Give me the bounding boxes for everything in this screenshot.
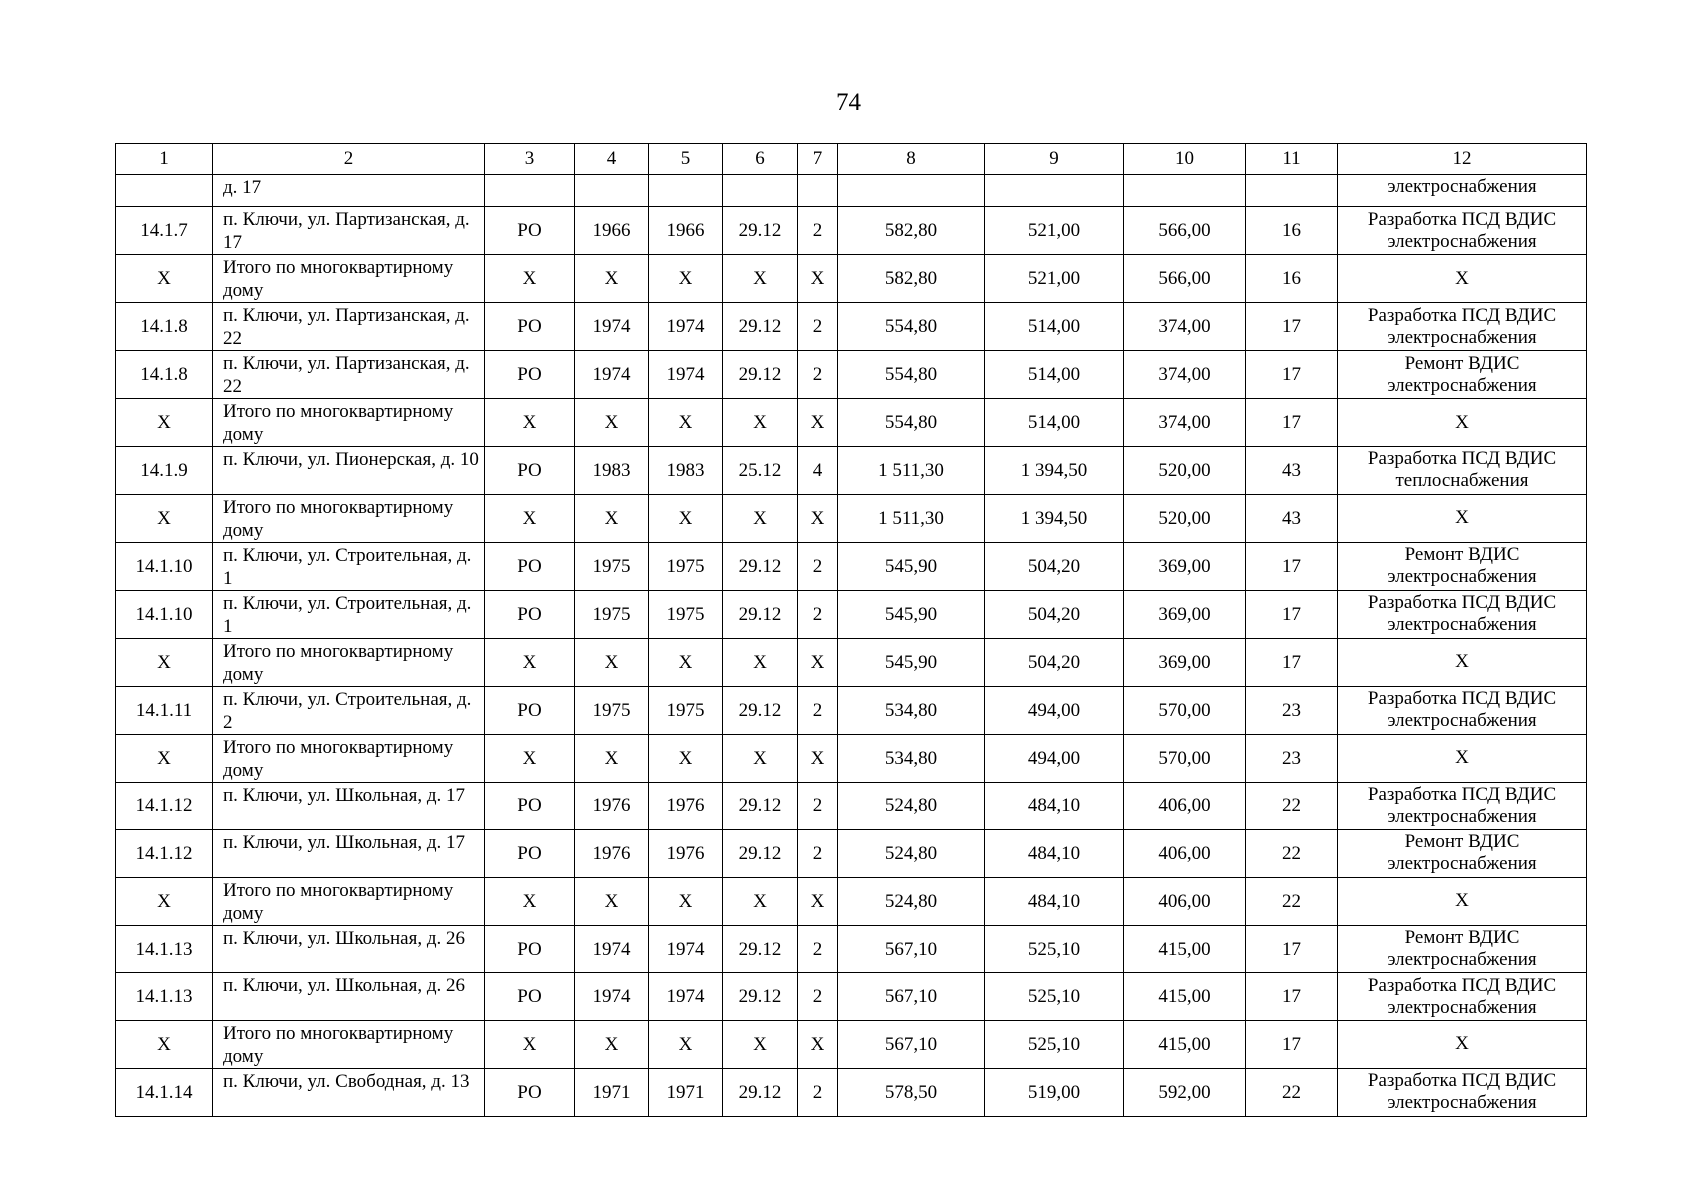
year-commissioned-cell: 1974 bbox=[649, 973, 723, 1021]
table-row bbox=[116, 782, 1587, 830]
column-number-6: 6 bbox=[723, 144, 798, 175]
work-description-cell: Х bbox=[1338, 1020, 1587, 1068]
item-number-cell: 14.1.8 bbox=[116, 351, 213, 399]
item-number-cell: 14.1.10 bbox=[116, 590, 213, 638]
work-type-code-cell bbox=[485, 175, 575, 207]
year-built-cell: 1983 bbox=[575, 447, 649, 495]
item-number-cell: 14.1.13 bbox=[116, 973, 213, 1021]
deadline-cell: 29.12 bbox=[723, 973, 798, 1021]
year-commissioned-cell: Х bbox=[649, 494, 723, 542]
floors-cell: 2 bbox=[798, 782, 838, 830]
address-cell: п. Ключи, ул. Школьная, д. 17 bbox=[213, 782, 485, 830]
floors-cell: 2 bbox=[798, 925, 838, 973]
total-area-cell: 524,80 bbox=[838, 830, 985, 878]
deadline-cell: 29.12 bbox=[723, 925, 798, 973]
page-number: 74 bbox=[836, 89, 861, 116]
residents-cell: 17 bbox=[1246, 590, 1338, 638]
continuation-row bbox=[116, 175, 1587, 207]
year-built-cell: 1975 bbox=[575, 590, 649, 638]
work-type-code-cell: РО bbox=[485, 207, 575, 255]
address-cell: Итого по многоквартирному дому bbox=[213, 877, 485, 925]
work-type-code-cell: РО bbox=[485, 973, 575, 1021]
cost-cell: 415,00 bbox=[1124, 1020, 1246, 1068]
residents-cell: 16 bbox=[1246, 255, 1338, 303]
deadline-cell: Х bbox=[723, 734, 798, 782]
living-area-cell: 525,10 bbox=[985, 1020, 1124, 1068]
year-built-cell bbox=[575, 175, 649, 207]
item-number-cell: Х bbox=[116, 255, 213, 303]
table-row bbox=[116, 973, 1587, 1021]
work-type-code-cell: Х bbox=[485, 255, 575, 303]
residents-cell: 17 bbox=[1246, 351, 1338, 399]
floors-cell bbox=[798, 175, 838, 207]
total-area-cell: 554,80 bbox=[838, 351, 985, 399]
work-description-cell: Х bbox=[1338, 255, 1587, 303]
work-type-code-cell: Х bbox=[485, 1020, 575, 1068]
floors-cell: 2 bbox=[798, 830, 838, 878]
address-cell: п. Ключи, ул. Строительная, д. 1 bbox=[213, 590, 485, 638]
floors-cell: 2 bbox=[798, 542, 838, 590]
work-type-code-cell: Х bbox=[485, 734, 575, 782]
total-area-cell: 578,50 bbox=[838, 1068, 985, 1116]
work-description-cell: Х bbox=[1338, 877, 1587, 925]
column-number-1: 1 bbox=[116, 144, 213, 175]
total-area-cell: 582,80 bbox=[838, 207, 985, 255]
address-cell: п. Ключи, ул. Пионерская, д. 10 bbox=[213, 447, 485, 495]
residents-cell: 43 bbox=[1246, 447, 1338, 495]
year-commissioned-cell: 1974 bbox=[649, 925, 723, 973]
floors-cell: Х bbox=[798, 1020, 838, 1068]
address-cell: Итого по многоквартирному дому bbox=[213, 399, 485, 447]
cost-cell: 566,00 bbox=[1124, 207, 1246, 255]
total-area-cell: 545,90 bbox=[838, 590, 985, 638]
floors-cell: 2 bbox=[798, 590, 838, 638]
work-type-code-cell: Х bbox=[485, 638, 575, 686]
table-row bbox=[116, 590, 1587, 638]
work-type-code-cell: РО bbox=[485, 590, 575, 638]
residents-cell: 22 bbox=[1246, 830, 1338, 878]
total-area-cell: 534,80 bbox=[838, 734, 985, 782]
floors-cell: Х bbox=[798, 734, 838, 782]
year-built-cell: 1974 bbox=[575, 303, 649, 351]
year-commissioned-cell: Х bbox=[649, 1020, 723, 1068]
table-row bbox=[116, 1068, 1587, 1116]
living-area-cell: 504,20 bbox=[985, 638, 1124, 686]
work-description-cell: Ремонт ВДИС электроснабжения bbox=[1338, 542, 1587, 590]
column-number-12: 12 bbox=[1338, 144, 1587, 175]
living-area-cell: 484,10 bbox=[985, 877, 1124, 925]
column-number-4: 4 bbox=[575, 144, 649, 175]
cost-cell: 374,00 bbox=[1124, 351, 1246, 399]
work-description-cell: Разработка ПСД ВДИС электроснабжения bbox=[1338, 303, 1587, 351]
residents-cell bbox=[1246, 175, 1338, 207]
total-area-cell: 1 511,30 bbox=[838, 494, 985, 542]
item-number-cell: Х bbox=[116, 494, 213, 542]
cost-cell: 415,00 bbox=[1124, 973, 1246, 1021]
total-area-cell: 554,80 bbox=[838, 303, 985, 351]
work-type-code-cell: РО bbox=[485, 782, 575, 830]
floors-cell: 2 bbox=[798, 207, 838, 255]
cost-cell: 592,00 bbox=[1124, 1068, 1246, 1116]
year-commissioned-cell: 1975 bbox=[649, 686, 723, 734]
total-area-cell: 567,10 bbox=[838, 1020, 985, 1068]
work-description-cell: электроснабжения bbox=[1338, 175, 1587, 207]
living-area-cell: 514,00 bbox=[985, 399, 1124, 447]
cost-cell: 369,00 bbox=[1124, 590, 1246, 638]
year-built-cell: Х bbox=[575, 638, 649, 686]
work-type-code-cell: РО bbox=[485, 830, 575, 878]
deadline-cell: 25.12 bbox=[723, 447, 798, 495]
deadline-cell: 29.12 bbox=[723, 542, 798, 590]
total-area-cell: 524,80 bbox=[838, 782, 985, 830]
column-number-10: 10 bbox=[1124, 144, 1246, 175]
capital-repair-table bbox=[115, 143, 1587, 1117]
deadline-cell: Х bbox=[723, 1020, 798, 1068]
column-number-3: 3 bbox=[485, 144, 575, 175]
deadline-cell: 29.12 bbox=[723, 303, 798, 351]
work-description-cell: Разработка ПСД ВДИС теплоснабжения bbox=[1338, 447, 1587, 495]
deadline-cell: 29.12 bbox=[723, 830, 798, 878]
column-number-8: 8 bbox=[838, 144, 985, 175]
column-number-11: 11 bbox=[1246, 144, 1338, 175]
total-area-cell: 545,90 bbox=[838, 542, 985, 590]
deadline-cell: 29.12 bbox=[723, 1068, 798, 1116]
living-area-cell: 504,20 bbox=[985, 590, 1124, 638]
floors-cell: Х bbox=[798, 494, 838, 542]
year-built-cell: 1974 bbox=[575, 351, 649, 399]
floors-cell: 2 bbox=[798, 686, 838, 734]
living-area-cell: 1 394,50 bbox=[985, 447, 1124, 495]
deadline-cell: Х bbox=[723, 255, 798, 303]
table-row bbox=[116, 1020, 1587, 1068]
year-commissioned-cell: 1971 bbox=[649, 1068, 723, 1116]
table-body bbox=[116, 175, 1587, 1117]
year-built-cell: Х bbox=[575, 1020, 649, 1068]
address-cell: п. Ключи, ул. Строительная, д. 1 bbox=[213, 542, 485, 590]
cost-cell: 369,00 bbox=[1124, 542, 1246, 590]
floors-cell: 2 bbox=[798, 1068, 838, 1116]
year-built-cell: 1974 bbox=[575, 925, 649, 973]
floors-cell: Х bbox=[798, 399, 838, 447]
residents-cell: 17 bbox=[1246, 925, 1338, 973]
year-built-cell: 1966 bbox=[575, 207, 649, 255]
work-description-cell: Ремонт ВДИС электроснабжения bbox=[1338, 351, 1587, 399]
deadline-cell: 29.12 bbox=[723, 207, 798, 255]
cost-cell: 369,00 bbox=[1124, 638, 1246, 686]
cost-cell: 520,00 bbox=[1124, 447, 1246, 495]
column-number-7: 7 bbox=[798, 144, 838, 175]
living-area-cell: 504,20 bbox=[985, 542, 1124, 590]
year-built-cell: 1975 bbox=[575, 686, 649, 734]
total-area-cell bbox=[838, 175, 985, 207]
living-area-cell: 521,00 bbox=[985, 207, 1124, 255]
cost-cell: 566,00 bbox=[1124, 255, 1246, 303]
cost-cell: 406,00 bbox=[1124, 830, 1246, 878]
deadline-cell: 29.12 bbox=[723, 590, 798, 638]
year-commissioned-cell: 1974 bbox=[649, 303, 723, 351]
living-area-cell: 484,10 bbox=[985, 830, 1124, 878]
table-row bbox=[116, 638, 1587, 686]
residents-cell: 43 bbox=[1246, 494, 1338, 542]
floors-cell: 4 bbox=[798, 447, 838, 495]
work-description-cell: Х bbox=[1338, 494, 1587, 542]
table-header bbox=[116, 144, 1587, 175]
living-area-cell: 514,00 bbox=[985, 303, 1124, 351]
residents-cell: 23 bbox=[1246, 686, 1338, 734]
address-cell: Итого по многоквартирному дому bbox=[213, 734, 485, 782]
table-row bbox=[116, 303, 1587, 351]
residents-cell: 17 bbox=[1246, 1020, 1338, 1068]
address-cell: п. Ключи, ул. Свободная, д. 13 bbox=[213, 1068, 485, 1116]
work-description-cell: Х bbox=[1338, 399, 1587, 447]
item-number-cell: Х bbox=[116, 877, 213, 925]
work-type-code-cell: Х bbox=[485, 399, 575, 447]
column-number-5: 5 bbox=[649, 144, 723, 175]
item-number-cell bbox=[116, 175, 213, 207]
year-commissioned-cell: Х bbox=[649, 255, 723, 303]
residents-cell: 17 bbox=[1246, 973, 1338, 1021]
table-row bbox=[116, 830, 1587, 878]
work-type-code-cell: РО bbox=[485, 351, 575, 399]
column-number-row bbox=[116, 144, 1587, 175]
address-cell: п. Ключи, ул. Строительная, д. 2 bbox=[213, 686, 485, 734]
cost-cell: 520,00 bbox=[1124, 494, 1246, 542]
year-commissioned-cell: 1966 bbox=[649, 207, 723, 255]
year-built-cell: 1971 bbox=[575, 1068, 649, 1116]
deadline-cell bbox=[723, 175, 798, 207]
year-built-cell: Х bbox=[575, 399, 649, 447]
deadline-cell: 29.12 bbox=[723, 782, 798, 830]
floors-cell: Х bbox=[798, 638, 838, 686]
year-commissioned-cell: 1976 bbox=[649, 782, 723, 830]
floors-cell: 2 bbox=[798, 303, 838, 351]
table-row bbox=[116, 207, 1587, 255]
living-area-cell: 494,00 bbox=[985, 686, 1124, 734]
year-commissioned-cell: Х bbox=[649, 638, 723, 686]
table-row bbox=[116, 877, 1587, 925]
work-type-code-cell: РО bbox=[485, 447, 575, 495]
total-area-cell: 582,80 bbox=[838, 255, 985, 303]
total-area-cell: 567,10 bbox=[838, 925, 985, 973]
column-number-2: 2 bbox=[213, 144, 485, 175]
living-area-cell: 514,00 bbox=[985, 351, 1124, 399]
item-number-cell: 14.1.7 bbox=[116, 207, 213, 255]
work-description-cell: Х bbox=[1338, 638, 1587, 686]
address-cell: д. 17 bbox=[213, 175, 485, 207]
year-built-cell: Х bbox=[575, 255, 649, 303]
year-commissioned-cell: 1975 bbox=[649, 590, 723, 638]
year-commissioned-cell: Х bbox=[649, 399, 723, 447]
work-description-cell: Разработка ПСД ВДИС электроснабжения bbox=[1338, 590, 1587, 638]
item-number-cell: 14.1.12 bbox=[116, 830, 213, 878]
work-description-cell: Разработка ПСД ВДИС электроснабжения bbox=[1338, 782, 1587, 830]
work-description-cell: Х bbox=[1338, 734, 1587, 782]
living-area-cell: 1 394,50 bbox=[985, 494, 1124, 542]
year-built-cell: 1975 bbox=[575, 542, 649, 590]
residents-cell: 17 bbox=[1246, 303, 1338, 351]
work-type-code-cell: РО bbox=[485, 1068, 575, 1116]
address-cell: п. Ключи, ул. Партизанская, д. 17 bbox=[213, 207, 485, 255]
cost-cell bbox=[1124, 175, 1246, 207]
address-cell: Итого по многоквартирному дому bbox=[213, 1020, 485, 1068]
living-area-cell bbox=[985, 175, 1124, 207]
work-description-cell: Ремонт ВДИС электроснабжения bbox=[1338, 925, 1587, 973]
year-built-cell: Х bbox=[575, 494, 649, 542]
living-area-cell: 521,00 bbox=[985, 255, 1124, 303]
floors-cell: Х bbox=[798, 877, 838, 925]
table-row bbox=[116, 399, 1587, 447]
residents-cell: 17 bbox=[1246, 542, 1338, 590]
residents-cell: 16 bbox=[1246, 207, 1338, 255]
work-description-cell: Разработка ПСД ВДИС электроснабжения bbox=[1338, 207, 1587, 255]
floors-cell: 2 bbox=[798, 351, 838, 399]
column-number-9: 9 bbox=[985, 144, 1124, 175]
cost-cell: 374,00 bbox=[1124, 399, 1246, 447]
year-commissioned-cell bbox=[649, 175, 723, 207]
living-area-cell: 494,00 bbox=[985, 734, 1124, 782]
residents-cell: 22 bbox=[1246, 877, 1338, 925]
floors-cell: Х bbox=[798, 255, 838, 303]
year-commissioned-cell: 1975 bbox=[649, 542, 723, 590]
living-area-cell: 525,10 bbox=[985, 925, 1124, 973]
address-cell: п. Ключи, ул. Школьная, д. 26 bbox=[213, 925, 485, 973]
floors-cell: 2 bbox=[798, 973, 838, 1021]
table-row bbox=[116, 686, 1587, 734]
total-area-cell: 1 511,30 bbox=[838, 447, 985, 495]
address-cell: Итого по многоквартирному дому bbox=[213, 638, 485, 686]
total-area-cell: 534,80 bbox=[838, 686, 985, 734]
work-type-code-cell: РО bbox=[485, 925, 575, 973]
year-built-cell: 1976 bbox=[575, 830, 649, 878]
residents-cell: 23 bbox=[1246, 734, 1338, 782]
address-cell: п. Ключи, ул. Школьная, д. 17 bbox=[213, 830, 485, 878]
item-number-cell: 14.1.11 bbox=[116, 686, 213, 734]
deadline-cell: 29.12 bbox=[723, 686, 798, 734]
item-number-cell: 14.1.13 bbox=[116, 925, 213, 973]
living-area-cell: 484,10 bbox=[985, 782, 1124, 830]
deadline-cell: Х bbox=[723, 494, 798, 542]
residents-cell: 17 bbox=[1246, 638, 1338, 686]
year-commissioned-cell: 1976 bbox=[649, 830, 723, 878]
item-number-cell: Х bbox=[116, 399, 213, 447]
cost-cell: 406,00 bbox=[1124, 782, 1246, 830]
deadline-cell: Х bbox=[723, 638, 798, 686]
year-built-cell: Х bbox=[575, 877, 649, 925]
cost-cell: 406,00 bbox=[1124, 877, 1246, 925]
work-description-cell: Разработка ПСД ВДИС электроснабжения bbox=[1338, 973, 1587, 1021]
address-cell: п. Ключи, ул. Партизанская, д. 22 bbox=[213, 303, 485, 351]
table-row bbox=[116, 494, 1587, 542]
work-type-code-cell: РО bbox=[485, 686, 575, 734]
residents-cell: 22 bbox=[1246, 782, 1338, 830]
year-built-cell: 1976 bbox=[575, 782, 649, 830]
item-number-cell: 14.1.12 bbox=[116, 782, 213, 830]
year-built-cell: Х bbox=[575, 734, 649, 782]
living-area-cell: 525,10 bbox=[985, 973, 1124, 1021]
item-number-cell: 14.1.8 bbox=[116, 303, 213, 351]
work-description-cell: Разработка ПСД ВДИС электроснабжения bbox=[1338, 1068, 1587, 1116]
table-row bbox=[116, 734, 1587, 782]
cost-cell: 374,00 bbox=[1124, 303, 1246, 351]
work-description-cell: Ремонт ВДИС электроснабжения bbox=[1338, 830, 1587, 878]
item-number-cell: Х bbox=[116, 1020, 213, 1068]
total-area-cell: 567,10 bbox=[838, 973, 985, 1021]
address-cell: Итого по многоквартирному дому bbox=[213, 494, 485, 542]
table-row bbox=[116, 255, 1587, 303]
total-area-cell: 545,90 bbox=[838, 638, 985, 686]
work-type-code-cell: Х bbox=[485, 494, 575, 542]
deadline-cell: Х bbox=[723, 877, 798, 925]
item-number-cell: 14.1.14 bbox=[116, 1068, 213, 1116]
total-area-cell: 524,80 bbox=[838, 877, 985, 925]
item-number-cell: Х bbox=[116, 734, 213, 782]
address-cell: п. Ключи, ул. Партизанская, д. 22 bbox=[213, 351, 485, 399]
cost-cell: 570,00 bbox=[1124, 734, 1246, 782]
cost-cell: 415,00 bbox=[1124, 925, 1246, 973]
deadline-cell: Х bbox=[723, 399, 798, 447]
year-commissioned-cell: Х bbox=[649, 734, 723, 782]
residents-cell: 22 bbox=[1246, 1068, 1338, 1116]
work-description-cell: Разработка ПСД ВДИС электроснабжения bbox=[1338, 686, 1587, 734]
living-area-cell: 519,00 bbox=[985, 1068, 1124, 1116]
item-number-cell: 14.1.10 bbox=[116, 542, 213, 590]
work-type-code-cell: Х bbox=[485, 877, 575, 925]
work-type-code-cell: РО bbox=[485, 303, 575, 351]
address-cell: Итого по многоквартирному дому bbox=[213, 255, 485, 303]
table-row bbox=[116, 447, 1587, 495]
address-cell: п. Ключи, ул. Школьная, д. 26 bbox=[213, 973, 485, 1021]
item-number-cell: 14.1.9 bbox=[116, 447, 213, 495]
work-type-code-cell: РО bbox=[485, 542, 575, 590]
cost-cell: 570,00 bbox=[1124, 686, 1246, 734]
item-number-cell: Х bbox=[116, 638, 213, 686]
year-commissioned-cell: 1983 bbox=[649, 447, 723, 495]
table-row bbox=[116, 542, 1587, 590]
total-area-cell: 554,80 bbox=[838, 399, 985, 447]
deadline-cell: 29.12 bbox=[723, 351, 798, 399]
residents-cell: 17 bbox=[1246, 399, 1338, 447]
table-row bbox=[116, 925, 1587, 973]
year-commissioned-cell: Х bbox=[649, 877, 723, 925]
year-commissioned-cell: 1974 bbox=[649, 351, 723, 399]
year-built-cell: 1974 bbox=[575, 973, 649, 1021]
table-row bbox=[116, 351, 1587, 399]
